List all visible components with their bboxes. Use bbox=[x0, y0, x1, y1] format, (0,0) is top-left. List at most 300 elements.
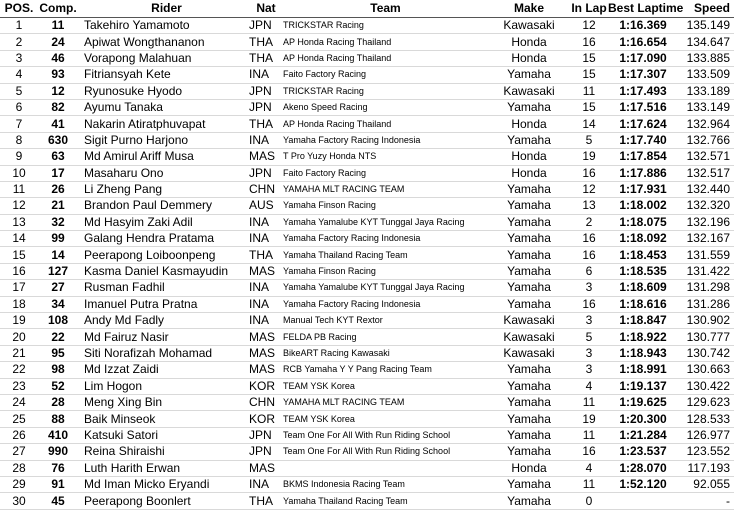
cell-pos: 9 bbox=[15, 149, 23, 164]
table-row bbox=[0, 427, 734, 443]
cell-best-laptime: 1:17.624 bbox=[619, 116, 667, 131]
cell-pos: 11 bbox=[12, 182, 26, 197]
header-comp: Comp. bbox=[38, 0, 78, 18]
cell-make: Yamaha bbox=[507, 67, 551, 82]
cell-speed: 133.885 bbox=[686, 50, 730, 65]
cell-nat: MAS bbox=[249, 362, 276, 377]
cell-best-laptime: 1:19.137 bbox=[619, 378, 667, 393]
table-row bbox=[0, 149, 734, 165]
header-row bbox=[0, 0, 734, 18]
header-nat: Nat bbox=[249, 0, 283, 18]
cell-rider: Meng Xing Bin bbox=[84, 395, 163, 410]
cell-comp: 52 bbox=[51, 378, 65, 393]
cell-in-lap: 16 bbox=[582, 444, 596, 459]
cell-team: TEAM YSK Korea bbox=[283, 380, 355, 391]
cell-nat: CHN bbox=[249, 395, 275, 410]
cell-best-laptime: 1:17.886 bbox=[619, 165, 667, 180]
cell-rider: Fitriansyah Kete bbox=[84, 67, 171, 82]
cell-make: Honda bbox=[511, 149, 547, 164]
cell-comp: 63 bbox=[51, 149, 65, 164]
cell-nat: INA bbox=[249, 132, 270, 147]
cell-comp: 22 bbox=[51, 329, 65, 344]
cell-nat: AUS bbox=[249, 198, 274, 213]
cell-pos: 20 bbox=[12, 329, 26, 344]
cell-best-laptime: 1:18.991 bbox=[619, 362, 667, 377]
cell-team: YAMAHA MLT RACING TEAM bbox=[283, 184, 405, 195]
cell-make: Yamaha bbox=[507, 214, 551, 229]
cell-nat: MAS bbox=[249, 346, 276, 360]
cell-comp: 93 bbox=[51, 67, 65, 82]
table-row bbox=[0, 18, 734, 34]
cell-best-laptime: 1:18.922 bbox=[619, 329, 667, 344]
cell-nat: JPN bbox=[249, 100, 272, 115]
cell-rider: Md Amirul Ariff Musa bbox=[84, 149, 194, 164]
cell-speed: 131.286 bbox=[686, 296, 730, 311]
cell-team: TEAM YSK Korea bbox=[283, 413, 355, 424]
cell-speed: 135.149 bbox=[686, 18, 730, 33]
cell-rider: Sigit Purno Harjono bbox=[84, 132, 189, 147]
cell-rider: Siti Norafizah Mohamad bbox=[84, 346, 213, 360]
cell-comp: 17 bbox=[51, 165, 65, 180]
cell-make: Kawasaki bbox=[503, 313, 555, 328]
cell-in-lap: 3 bbox=[585, 313, 593, 328]
cell-rider: Md Iman Micko Eryandi bbox=[84, 477, 210, 492]
cell-nat: INA bbox=[249, 231, 270, 246]
cell-rider: Katsuki Satori bbox=[84, 427, 159, 442]
cell-nat: INA bbox=[249, 477, 270, 492]
cell-comp: 98 bbox=[51, 362, 65, 377]
cell-comp: 91 bbox=[51, 477, 65, 492]
cell-speed: 132.766 bbox=[686, 132, 730, 147]
cell-make: Honda bbox=[511, 50, 547, 65]
cell-make: Honda bbox=[511, 165, 547, 180]
cell-best-laptime: 1:17.854 bbox=[619, 149, 667, 164]
cell-pos: 7 bbox=[15, 116, 23, 131]
cell-rider: Luth Harith Erwan bbox=[84, 460, 181, 475]
cell-rider: Reina Shiraishi bbox=[84, 444, 165, 459]
cell-rider: Brandon Paul Demmery bbox=[84, 198, 213, 213]
cell-speed: 133.149 bbox=[686, 100, 730, 115]
cell-in-lap: 5 bbox=[585, 132, 593, 147]
cell-best-laptime: 1:18.092 bbox=[619, 231, 667, 246]
cell-speed: 132.964 bbox=[686, 116, 730, 131]
cell-nat: JPN bbox=[249, 165, 272, 180]
cell-make: Yamaha bbox=[507, 411, 551, 426]
cell-team: Yamaha Thailand Racing Team bbox=[283, 249, 408, 260]
table-row bbox=[0, 313, 734, 329]
cell-make: Honda bbox=[511, 460, 547, 475]
cell-comp: 990 bbox=[47, 444, 69, 459]
cell-team: Yamaha Yamalube KYT Tunggal Jaya Racing bbox=[283, 216, 465, 227]
cell-in-lap: 11 bbox=[582, 427, 596, 442]
cell-in-lap: 3 bbox=[585, 346, 593, 360]
table-row bbox=[0, 181, 734, 197]
cell-nat: KOR bbox=[249, 411, 276, 426]
cell-pos: 24 bbox=[12, 395, 26, 410]
cell-comp: 46 bbox=[51, 50, 65, 65]
cell-speed: 126.977 bbox=[686, 427, 730, 442]
cell-rider: Baik Minseok bbox=[84, 411, 156, 426]
cell-speed: 123.552 bbox=[686, 444, 730, 459]
cell-nat: JPN bbox=[249, 83, 272, 98]
cell-comp: 32 bbox=[51, 214, 65, 229]
table-row bbox=[0, 476, 734, 492]
cell-rider: Md Fairuz Nasir bbox=[84, 329, 169, 344]
cell-best-laptime: 1:16.369 bbox=[619, 18, 667, 33]
cell-pos: 4 bbox=[15, 67, 23, 82]
cell-make: Yamaha bbox=[507, 132, 551, 147]
cell-in-lap: 16 bbox=[582, 296, 596, 311]
table-row bbox=[0, 460, 734, 476]
cell-team: Yamaha Factory Racing Indonesia bbox=[283, 233, 421, 244]
cell-best-laptime: 1:17.307 bbox=[619, 67, 667, 82]
cell-team: BikeART Racing Kawasaki bbox=[283, 348, 390, 358]
cell-team: Team One For All With Run Riding School bbox=[283, 446, 451, 457]
cell-in-lap: 3 bbox=[585, 362, 593, 377]
cell-in-lap: 11 bbox=[582, 477, 596, 492]
cell-in-lap: 16 bbox=[582, 34, 596, 49]
header-rider: Rider bbox=[78, 0, 249, 18]
cell-pos: 13 bbox=[12, 214, 26, 229]
cell-team: Yamaha Factory Racing Indonesia bbox=[283, 298, 421, 309]
cell-team: Akeno Speed Racing bbox=[283, 102, 368, 113]
cell-speed: 92.055 bbox=[693, 477, 730, 492]
table-row bbox=[0, 411, 734, 427]
cell-make: Kawasaki bbox=[503, 18, 555, 33]
cell-in-lap: 15 bbox=[582, 100, 596, 115]
cell-rider: Apiwat Wongthananon bbox=[84, 34, 205, 49]
header-pos: POS. bbox=[0, 0, 38, 18]
cell-best-laptime: 1:20.300 bbox=[619, 411, 667, 426]
cell-in-lap: 16 bbox=[582, 165, 596, 180]
cell-rider: Peerapong Boonlert bbox=[84, 493, 191, 508]
cell-rider: Md Izzat Zaidi bbox=[84, 362, 159, 377]
header-team: Team bbox=[283, 0, 488, 18]
cell-rider: Md Hasyim Zaki Adil bbox=[84, 214, 193, 229]
table-header bbox=[0, 0, 734, 18]
cell-speed: 131.422 bbox=[686, 264, 730, 279]
cell-speed: 130.902 bbox=[686, 313, 730, 328]
table-row bbox=[0, 99, 734, 115]
cell-nat: JPN bbox=[249, 18, 272, 33]
cell-speed: 132.320 bbox=[686, 198, 730, 213]
cell-nat: THA bbox=[249, 116, 273, 131]
cell-comp: 27 bbox=[51, 280, 65, 295]
cell-nat: MAS bbox=[249, 264, 276, 279]
cell-best-laptime: 1:18.002 bbox=[619, 198, 667, 213]
cell-best-laptime: 1:23.537 bbox=[619, 444, 667, 459]
table-row bbox=[0, 231, 734, 247]
cell-rider: Vorapong Malahuan bbox=[84, 50, 192, 65]
table-row bbox=[0, 378, 734, 394]
cell-comp: 630 bbox=[47, 132, 69, 147]
cell-rider: Imanuel Putra Pratna bbox=[84, 296, 198, 311]
cell-speed: 131.298 bbox=[686, 280, 730, 295]
cell-nat: INA bbox=[249, 313, 270, 328]
table-row bbox=[0, 493, 734, 509]
cell-comp: 11 bbox=[51, 18, 65, 33]
cell-rider: Ryunosuke Hyodo bbox=[84, 83, 183, 98]
cell-best-laptime: 1:52.120 bbox=[619, 477, 667, 492]
cell-best-laptime: 1:18.847 bbox=[619, 313, 667, 328]
cell-team: Yamaha Finson Racing bbox=[283, 200, 376, 211]
cell-comp: 14 bbox=[51, 247, 65, 262]
cell-make: Yamaha bbox=[507, 247, 551, 262]
cell-make: Yamaha bbox=[507, 362, 551, 377]
table-row bbox=[0, 329, 734, 345]
cell-pos: 10 bbox=[12, 165, 26, 180]
table-row bbox=[0, 296, 734, 312]
cell-pos: 14 bbox=[12, 231, 26, 246]
cell-comp: 34 bbox=[51, 296, 65, 311]
cell-make: Kawasaki bbox=[503, 329, 555, 344]
cell-in-lap: 15 bbox=[582, 67, 596, 82]
cell-in-lap: 14 bbox=[582, 116, 596, 131]
cell-comp: 45 bbox=[51, 493, 65, 508]
cell-team: AP Honda Racing Thailand bbox=[283, 118, 392, 129]
table-row bbox=[0, 83, 734, 99]
cell-nat: THA bbox=[249, 50, 273, 65]
cell-comp: 95 bbox=[51, 346, 65, 360]
cell-pos: 17 bbox=[12, 280, 26, 295]
cell-team: T Pro Yuzy Honda NTS bbox=[283, 151, 377, 162]
cell-make: Yamaha bbox=[507, 427, 551, 442]
cell-pos: 30 bbox=[12, 493, 26, 508]
cell-rider: Lim Hogon bbox=[84, 378, 143, 393]
cell-comp: 410 bbox=[47, 427, 69, 442]
cell-speed: 133.189 bbox=[686, 83, 730, 98]
cell-comp: 26 bbox=[51, 182, 65, 197]
cell-nat: INA bbox=[249, 280, 270, 295]
cell-speed: 130.422 bbox=[686, 378, 730, 393]
cell-best-laptime bbox=[608, 493, 678, 509]
cell-speed: 132.196 bbox=[686, 214, 730, 229]
cell-best-laptime: 1:18.535 bbox=[619, 264, 667, 279]
cell-make: Kawasaki bbox=[503, 346, 555, 360]
cell-best-laptime: 1:18.616 bbox=[619, 296, 667, 311]
cell-pos: 28 bbox=[12, 460, 26, 475]
cell-pos: 25 bbox=[12, 411, 26, 426]
cell-comp: 76 bbox=[51, 460, 65, 475]
cell-team: RCB Yamaha Y Y Pang Racing Team bbox=[283, 364, 432, 375]
cell-speed: - bbox=[726, 493, 730, 508]
cell-team: Yamaha Thailand Racing Team bbox=[283, 495, 408, 506]
cell-speed: 132.571 bbox=[686, 149, 730, 164]
cell-make: Yamaha bbox=[507, 444, 551, 459]
cell-best-laptime: 1:28.070 bbox=[619, 460, 667, 475]
cell-rider: Nakarin Atiratphuvapat bbox=[84, 116, 206, 131]
cell-pos: 18 bbox=[12, 296, 26, 311]
cell-make: Yamaha bbox=[507, 100, 551, 115]
cell-in-lap: 5 bbox=[585, 329, 593, 344]
cell-nat: THA bbox=[249, 247, 273, 262]
cell-in-lap: 0 bbox=[585, 493, 593, 508]
header-speed: Speed bbox=[678, 0, 734, 18]
table-row bbox=[0, 394, 734, 410]
cell-rider: Kasma Daniel Kasmayudin bbox=[84, 264, 229, 279]
table-row bbox=[0, 263, 734, 279]
cell-team: FELDA PB Racing bbox=[283, 331, 357, 342]
table-row bbox=[0, 280, 734, 296]
cell-comp: 127 bbox=[47, 264, 69, 279]
cell-best-laptime: 1:17.931 bbox=[619, 182, 667, 197]
cell-nat: INA bbox=[249, 296, 270, 311]
cell-comp: 21 bbox=[51, 198, 65, 213]
cell-rider: Rusman Fadhil bbox=[84, 280, 165, 295]
cell-best-laptime: 1:17.493 bbox=[619, 83, 667, 98]
cell-pos: 15 bbox=[12, 247, 26, 262]
cell-team: Manual Tech KYT Rextor bbox=[283, 315, 383, 326]
header-lap: In Lap bbox=[570, 0, 608, 18]
cell-in-lap: 2 bbox=[585, 214, 593, 229]
cell-make: Yamaha bbox=[507, 493, 551, 508]
cell-make: Honda bbox=[511, 116, 547, 131]
cell-in-lap: 15 bbox=[582, 50, 596, 65]
cell-make: Yamaha bbox=[507, 280, 551, 295]
cell-in-lap: 11 bbox=[582, 83, 596, 98]
cell-in-lap: 11 bbox=[582, 395, 596, 410]
cell-nat: KOR bbox=[249, 378, 276, 393]
cell-team: AP Honda Racing Thailand bbox=[283, 52, 392, 63]
cell-nat: THA bbox=[249, 34, 273, 49]
cell-nat: MAS bbox=[249, 460, 276, 475]
cell-team: Yamaha Yamalube KYT Tunggal Jaya Racing bbox=[283, 282, 465, 293]
cell-comp: 82 bbox=[51, 100, 65, 115]
cell-speed: 133.509 bbox=[686, 67, 730, 82]
cell-pos: 5 bbox=[15, 83, 23, 98]
cell-team: Faito Factory Racing bbox=[283, 69, 367, 80]
cell-best-laptime: 1:18.453 bbox=[619, 247, 667, 262]
cell-comp: 28 bbox=[51, 395, 65, 410]
cell-in-lap: 12 bbox=[582, 182, 596, 197]
cell-in-lap: 16 bbox=[582, 247, 596, 262]
cell-best-laptime: 1:21.284 bbox=[619, 427, 667, 442]
header-best-laptime: Best Laptime bbox=[608, 0, 678, 18]
table-row bbox=[0, 362, 734, 378]
cell-team: Yamaha Factory Racing Indonesia bbox=[283, 134, 421, 145]
table-row bbox=[0, 50, 734, 66]
cell-pos: 23 bbox=[12, 378, 26, 393]
cell-make: Yamaha bbox=[507, 231, 551, 246]
cell-speed: 130.777 bbox=[686, 329, 730, 344]
cell-in-lap: 4 bbox=[585, 460, 593, 475]
cell-comp: 12 bbox=[51, 83, 65, 98]
table-row bbox=[0, 67, 734, 83]
cell-pos: 3 bbox=[15, 50, 23, 65]
cell-pos: 19 bbox=[12, 313, 26, 328]
cell-pos: 2 bbox=[15, 34, 23, 49]
cell-best-laptime: 1:19.625 bbox=[619, 395, 667, 410]
cell-comp: 99 bbox=[51, 231, 65, 246]
cell-make: Kawasaki bbox=[503, 83, 555, 98]
cell-best-laptime: 1:18.075 bbox=[619, 214, 667, 229]
cell-pos: 22 bbox=[12, 362, 26, 377]
table-row bbox=[0, 165, 734, 181]
cell-nat: INA bbox=[249, 67, 270, 82]
cell-nat: MAS bbox=[249, 149, 276, 164]
cell-nat: CHN bbox=[249, 182, 275, 197]
cell-in-lap: 19 bbox=[582, 411, 596, 426]
cell-speed: 132.440 bbox=[686, 182, 730, 197]
table-body bbox=[0, 18, 734, 510]
cell-rider: Masaharu Ono bbox=[84, 165, 164, 180]
table-row bbox=[0, 444, 734, 460]
table-row bbox=[0, 116, 734, 132]
cell-pos: 29 bbox=[12, 477, 26, 492]
cell-best-laptime: 1:17.740 bbox=[619, 132, 667, 147]
cell-make: Yamaha bbox=[507, 477, 551, 492]
cell-pos: 12 bbox=[12, 198, 26, 213]
cell-rider: Galang Hendra Pratama bbox=[84, 231, 215, 246]
cell-in-lap: 6 bbox=[585, 264, 593, 279]
cell-make: Yamaha bbox=[507, 198, 551, 213]
cell-rider: Takehiro Yamamoto bbox=[84, 18, 190, 33]
cell-best-laptime: 1:17.516 bbox=[619, 100, 667, 115]
cell-team: YAMAHA MLT RACING TEAM bbox=[283, 397, 405, 408]
cell-speed: 131.559 bbox=[686, 247, 730, 262]
cell-in-lap: 4 bbox=[585, 378, 593, 393]
cell-team: AP Honda Racing Thailand bbox=[283, 36, 392, 47]
cell-best-laptime: 1:18.943 bbox=[619, 346, 667, 360]
cell-nat: INA bbox=[249, 214, 270, 229]
cell-rider: Peerapong Loiboonpeng bbox=[84, 247, 216, 262]
cell-best-laptime: 1:16.654 bbox=[619, 34, 667, 49]
cell-make: Yamaha bbox=[507, 378, 551, 393]
cell-team bbox=[283, 460, 488, 476]
cell-speed: 129.623 bbox=[686, 395, 730, 410]
cell-team: BKMS Indonesia Racing Team bbox=[283, 479, 405, 490]
table-row bbox=[0, 34, 734, 50]
cell-comp: 108 bbox=[47, 313, 69, 328]
cell-speed: 117.193 bbox=[687, 460, 730, 475]
header-make: Make bbox=[488, 0, 570, 18]
cell-best-laptime: 1:18.609 bbox=[619, 280, 667, 295]
table-row bbox=[0, 132, 734, 148]
cell-speed: 132.167 bbox=[686, 231, 730, 246]
table-row bbox=[0, 214, 734, 230]
cell-in-lap: 19 bbox=[582, 149, 596, 164]
cell-nat: JPN bbox=[249, 444, 272, 459]
cell-speed: 130.663 bbox=[686, 362, 730, 377]
cell-rider: Andy Md Fadly bbox=[84, 313, 165, 328]
cell-speed: 132.517 bbox=[686, 165, 730, 180]
cell-team: TRICKSTAR Racing bbox=[283, 20, 364, 31]
table-row bbox=[0, 198, 734, 214]
cell-pos: 27 bbox=[12, 444, 26, 459]
cell-team: TRICKSTAR Racing bbox=[283, 85, 364, 96]
cell-rider: Ayumu Tanaka bbox=[84, 100, 163, 115]
cell-rider: Li Zheng Pang bbox=[84, 182, 163, 197]
cell-in-lap: 3 bbox=[585, 280, 593, 295]
cell-make: Yamaha bbox=[507, 395, 551, 410]
cell-nat: JPN bbox=[249, 427, 272, 442]
cell-best-laptime: 1:17.090 bbox=[619, 50, 667, 65]
cell-nat: MAS bbox=[249, 329, 276, 344]
cell-team: Team One For All With Run Riding School bbox=[283, 429, 451, 440]
cell-team: Faito Factory Racing bbox=[283, 167, 367, 178]
table-row bbox=[0, 345, 734, 361]
cell-speed: 130.742 bbox=[686, 346, 730, 360]
cell-make: Yamaha bbox=[507, 296, 551, 311]
cell-pos: 16 bbox=[12, 264, 26, 279]
cell-nat: THA bbox=[249, 493, 273, 508]
cell-make: Yamaha bbox=[507, 182, 551, 197]
cell-pos: 8 bbox=[15, 132, 23, 147]
cell-team: Yamaha Finson Racing bbox=[283, 266, 376, 277]
cell-pos: 6 bbox=[15, 100, 23, 115]
cell-comp: 41 bbox=[51, 116, 65, 131]
cell-comp: 24 bbox=[51, 34, 65, 49]
